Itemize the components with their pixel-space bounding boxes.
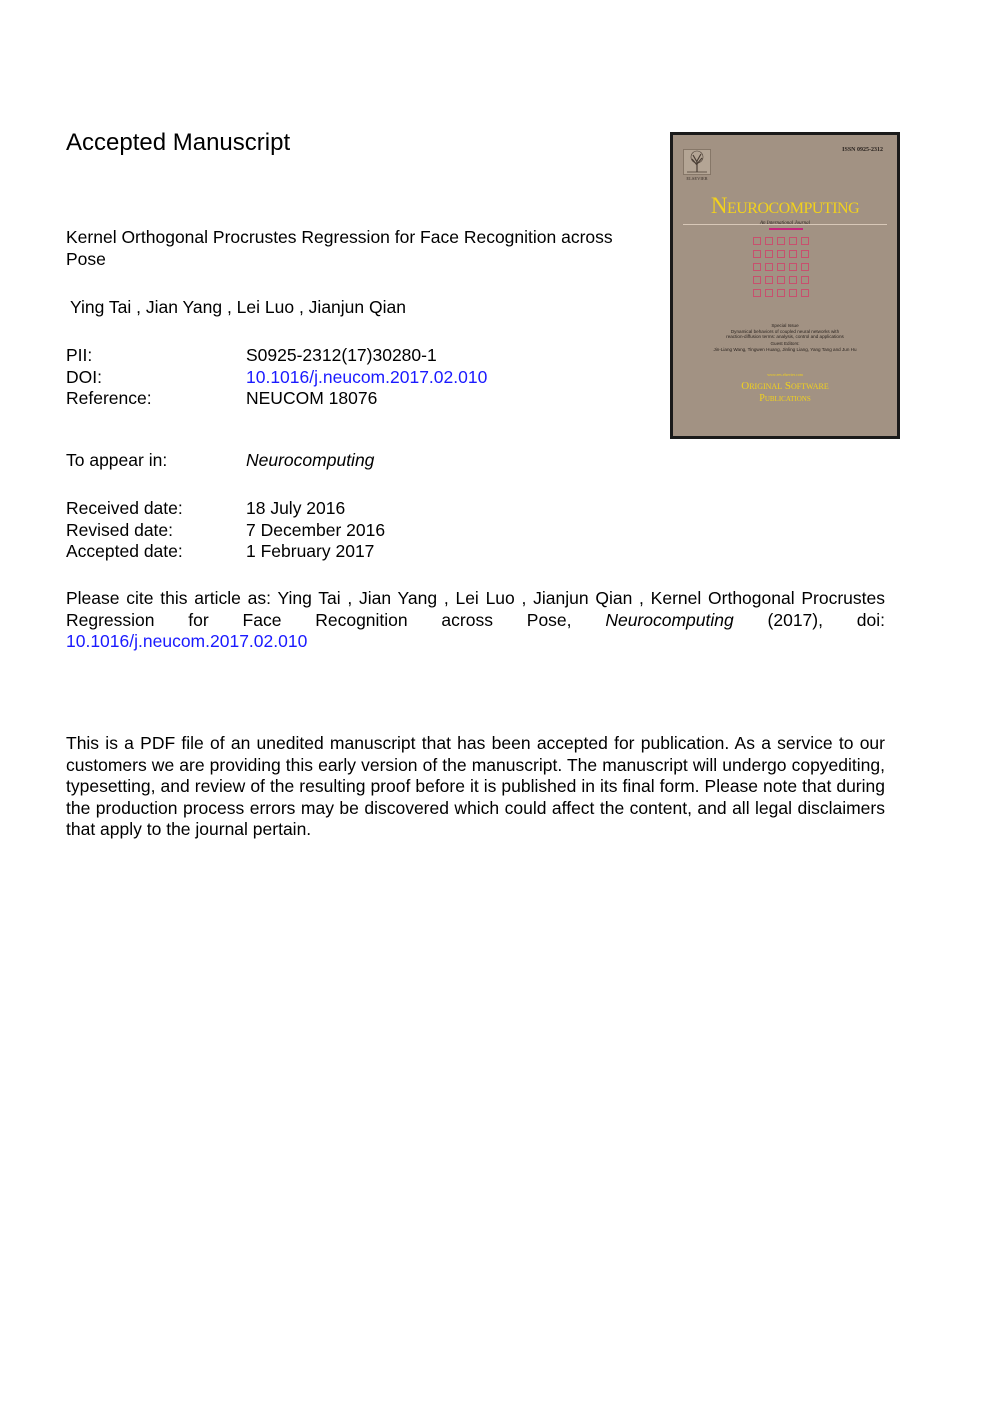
citation-journal: Neurocomputing	[605, 609, 734, 630]
cover-grid-pattern	[753, 237, 809, 297]
revised-label: Revised date:	[66, 520, 174, 540]
received-date: 18 July 2016	[246, 498, 346, 518]
doi-link[interactable]: 10.1016/j.neucom.2017.02.010	[246, 367, 488, 387]
revised-date: 7 December 2016	[246, 520, 386, 540]
journal-cover	[670, 132, 900, 439]
citation-suffix: (2017), doi:	[767, 609, 885, 630]
journal-name: Neurocomputing	[246, 450, 375, 470]
cover-issue-title-1: Dynamical behaviors of coupled neural networks with	[730, 329, 840, 334]
cover-special-issue: Special Issue	[771, 323, 799, 328]
citation-text: Please cite this article as: Ying Tai , Jian Yang , Lei Luo , Jianjun Qian , Kernel Orthogonal Procrustes Regression for Face Recognition across Pose,	[66, 588, 885, 630]
cover-guest-editors: Jin-Liang Wang, Tingwen Huang, Jinling Liang, Yang Tang and Jun Hu	[713, 347, 857, 352]
appear-label: To appear in:	[66, 450, 168, 470]
cover-issn: ISSN 0925-2312	[842, 147, 883, 153]
elsevier-tree-logo-icon	[683, 149, 711, 175]
citation-paragraph	[66, 588, 885, 653]
cover-oss-small: www.ees.elsevier.com	[767, 372, 803, 377]
cover-oss-line2: Publications	[759, 393, 811, 404]
cover-issue-title-2: reaction-diffusion terms: analysis, control and applications	[726, 334, 844, 339]
cover-subtitle: An International Journal	[760, 221, 810, 226]
reference-label: Reference:	[66, 388, 152, 408]
article-title: Kernel Orthogonal Procrustes Regression for Face Recognition across Pose	[66, 227, 613, 269]
pii-value: S0925-2312(17)30280-1	[246, 345, 437, 365]
citation-doi-link[interactable]: 10.1016/j.neucom.2017.02.010	[66, 631, 308, 652]
notice-paragraph: This is a PDF file of an unedited manuscript that has been accepted for publication. As a service to our customers we are providing this early version of the manuscript. The manuscript will undergo copyediting, typesetting, and review of the resulting proof before it is published in its final form. Please note that during the production process errors may be discovered which could affect the content, and all legal disclaimers that apply to the journal pertain.	[66, 733, 885, 840]
accepted-label: Accepted date:	[66, 541, 183, 561]
cover-journal-title: Neurocomputing	[710, 193, 860, 218]
cover-accent-bar	[769, 228, 803, 230]
received-label: Received date:	[66, 498, 183, 518]
cover-oss-line1: Original Software	[741, 380, 829, 392]
doi-label: DOI:	[66, 367, 102, 387]
author-list: Ying Tai , Jian Yang , Lei Luo , Jianjun Qian	[70, 297, 406, 317]
reference-value: NEUCOM 18076	[246, 388, 378, 408]
pii-label: PII:	[66, 345, 93, 365]
cover-publisher: ELSEVIER	[686, 176, 708, 181]
page-heading: Accepted Manuscript	[66, 129, 291, 156]
accepted-date: 1 February 2017	[246, 541, 375, 561]
cover-guest-editors-label: Guest Editors:	[770, 341, 800, 346]
